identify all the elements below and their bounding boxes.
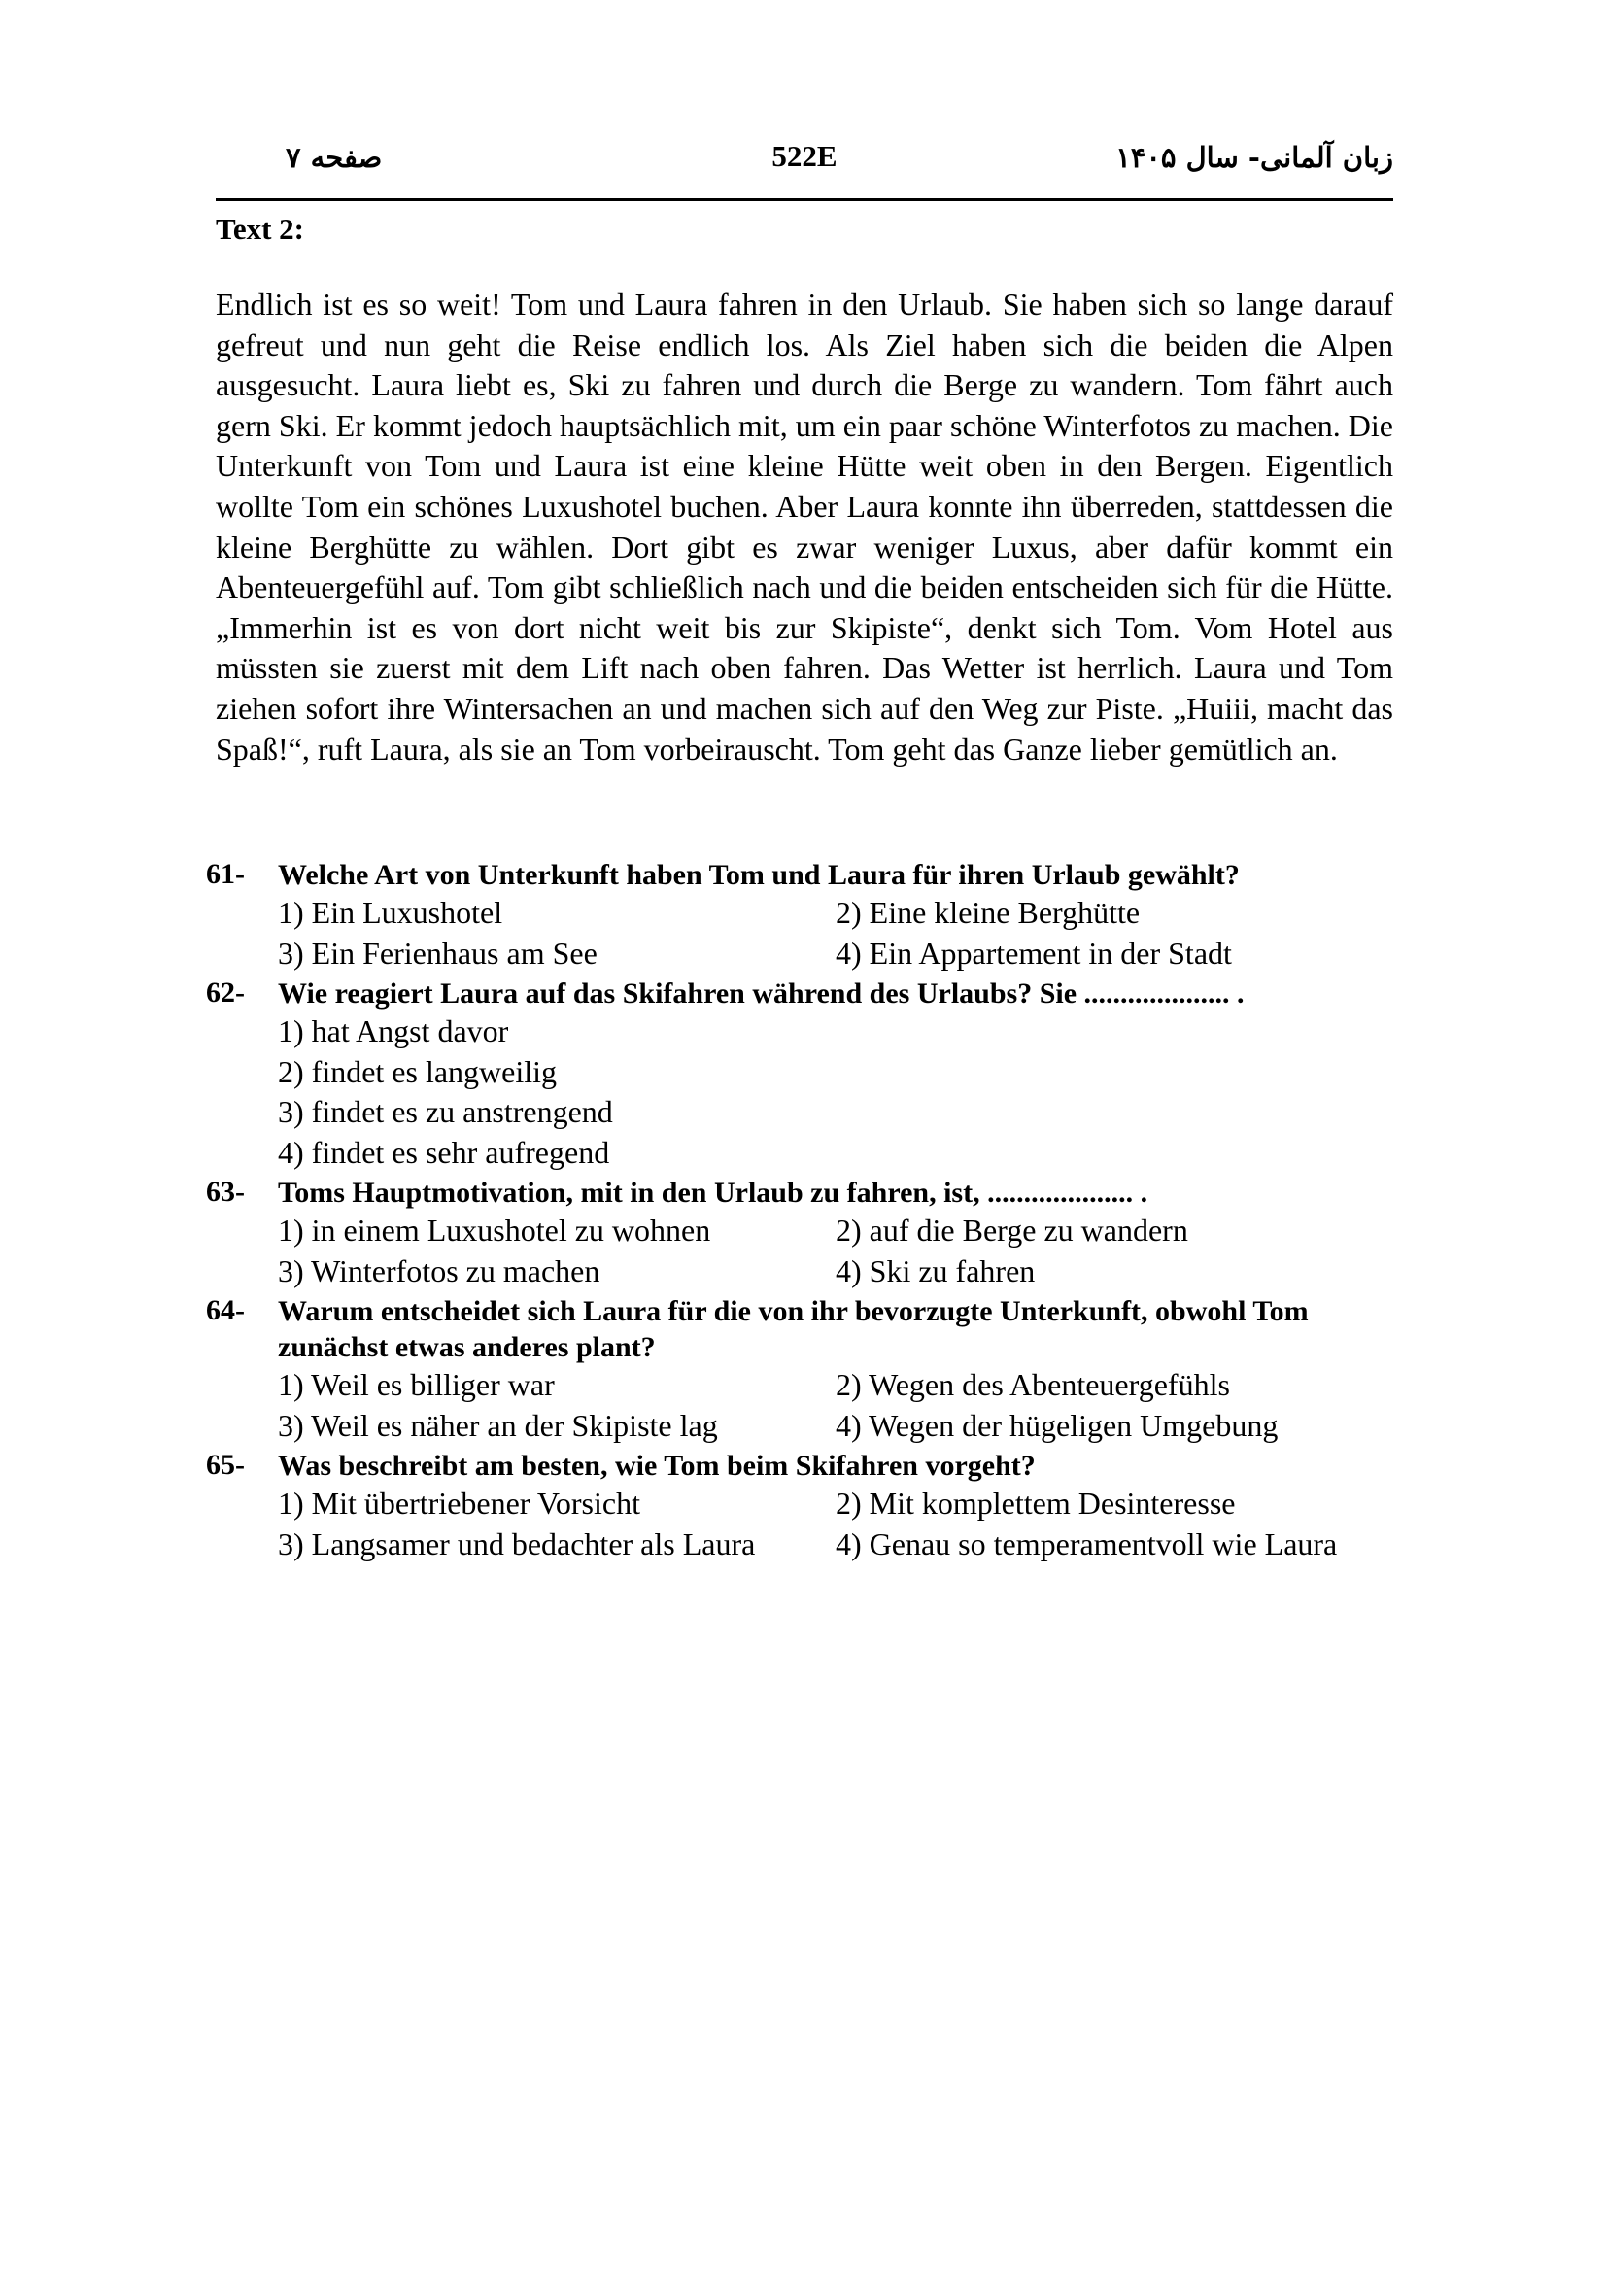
options [278,893,1397,974]
option-2[interactable]: 2) Eine kleine Berghütte [836,895,1141,930]
question-text: Welche Art von Unterkunft haben Tom und Laura für ihren Urlaub gewählt? [278,859,1240,891]
option-2[interactable]: 2) findet es langweilig [278,1053,558,1089]
option-4[interactable]: 4) Ein Appartement in der Stadt [836,935,1232,971]
option-1[interactable]: 1) Weil es billiger war [278,1367,555,1402]
option-3[interactable]: 3) Langsamer und bedachter als Laura [278,1525,756,1561]
option-2[interactable]: 2) auf die Berge zu wandern [836,1213,1188,1248]
question-62 [206,974,1397,1173]
options [278,1365,1397,1446]
question-65 [206,1446,1397,1564]
options [278,1484,1397,1564]
options [278,1011,1397,1173]
exam-code: 522E [771,139,838,173]
option-2[interactable]: 2) Wegen des Abenteuergefühls [836,1367,1230,1402]
question-text: Was beschreibt am besten, wie Tom beim Skifahren vorgeht? [278,1450,1036,1482]
reading-passage: Endlich ist es so weit! Tom und Laura fahren in den Urlaub. Sie haben sich so lange darauf gefreut und nun geht die Reise endlich los. Als Ziel haben sich die beiden die Alpen ausgesucht. Laura liebt es, Ski zu fahren und durch die Berge zu wandern. Tom fährt auch gern Ski. Er kommt jedoch hauptsächlich mit, um ein paar schöne Winterfotos zu machen. Die Unterkunft von Tom und Laura ist eine kleine Hütte weit oben in den Bergen. Eigentlich wollte Tom ein schönes Luxushotel buchen. Aber Laura konnte ihn überreden, stattdessen die kleine Berghütte zu wählen. Dort gibt es zwar weniger Luxus, aber dafür kommt ein Abenteuergefühl auf. Tom gibt schließlich nach und die beiden entscheiden sich für die Hütte. „Immerhin ist es von dort nicht weit bis zur Skipiste“, denkt sich Tom. Vom Hotel aus müssten sie zuerst mit dem Lift nach oben fahren. Das Wetter ist herrlich. Laura und Tom ziehen sofort ihre Wintersachen an und machen sich auf den Weg zur Piste. „Huiii, macht das Spaß!“, ruft Laura, als sie an Tom vorbeirauscht. Tom geht das Ganze lieber gemütlich an. [216,287,1393,767]
page-header [216,141,1393,189]
questions-list [206,855,1397,1564]
option-3[interactable]: 3) Weil es näher an der Skipiste lag [278,1407,718,1443]
option-3[interactable]: 3) Ein Ferienhaus am See [278,935,598,971]
option-3[interactable]: 3) Winterfotos zu machen [278,1252,600,1288]
option-4[interactable]: 4) Ski zu fahren [836,1252,1036,1288]
option-3[interactable]: 3) findet es zu anstrengend [278,1094,613,1129]
option-2[interactable]: 2) Mit komplettem Desinteresse [836,1486,1236,1521]
options [278,1211,1397,1291]
question-text: Wie reagiert Laura auf das Skifahren während des Urlaubs? Sie .................... . [278,977,1245,1010]
question-text: Toms Hauptmotivation, mit in den Urlaub zu fahren, ist, .................... . [278,1177,1148,1209]
option-1[interactable]: 1) Ein Luxushotel [278,895,503,930]
option-1[interactable]: 1) Mit übertriebener Vorsicht [278,1486,640,1521]
option-4[interactable]: 4) Genau so temperamentvoll wie Laura [836,1525,1338,1561]
question-61 [206,855,1397,974]
question-number: 65- [206,1449,245,1481]
option-1[interactable]: 1) in einem Luxushotel zu wohnen [278,1213,711,1248]
question-number: 62- [206,977,245,1009]
question-text: Warum entscheidet sich Laura für die von ihr bevorzugte Unterkunft, obwohl Tom zunächst etwas anderes plant? [278,1295,1309,1363]
page-number-label: صفحه ۷ [286,141,383,174]
text-title: Text 2: [216,212,304,246]
question-number: 63- [206,1176,245,1208]
question-64 [206,1291,1397,1446]
exam-title: زبان آلمانی- سال ۱۴۰۵ [1115,141,1393,174]
option-1[interactable]: 1) hat Angst davor [278,1013,509,1048]
option-4[interactable]: 4) findet es sehr aufregend [278,1134,610,1170]
header-rule [216,198,1393,201]
question-number: 64- [206,1294,245,1326]
option-4[interactable]: 4) Wegen der hügeligen Umgebung [836,1407,1279,1443]
question-number: 61- [206,858,245,890]
question-63 [206,1173,1397,1291]
